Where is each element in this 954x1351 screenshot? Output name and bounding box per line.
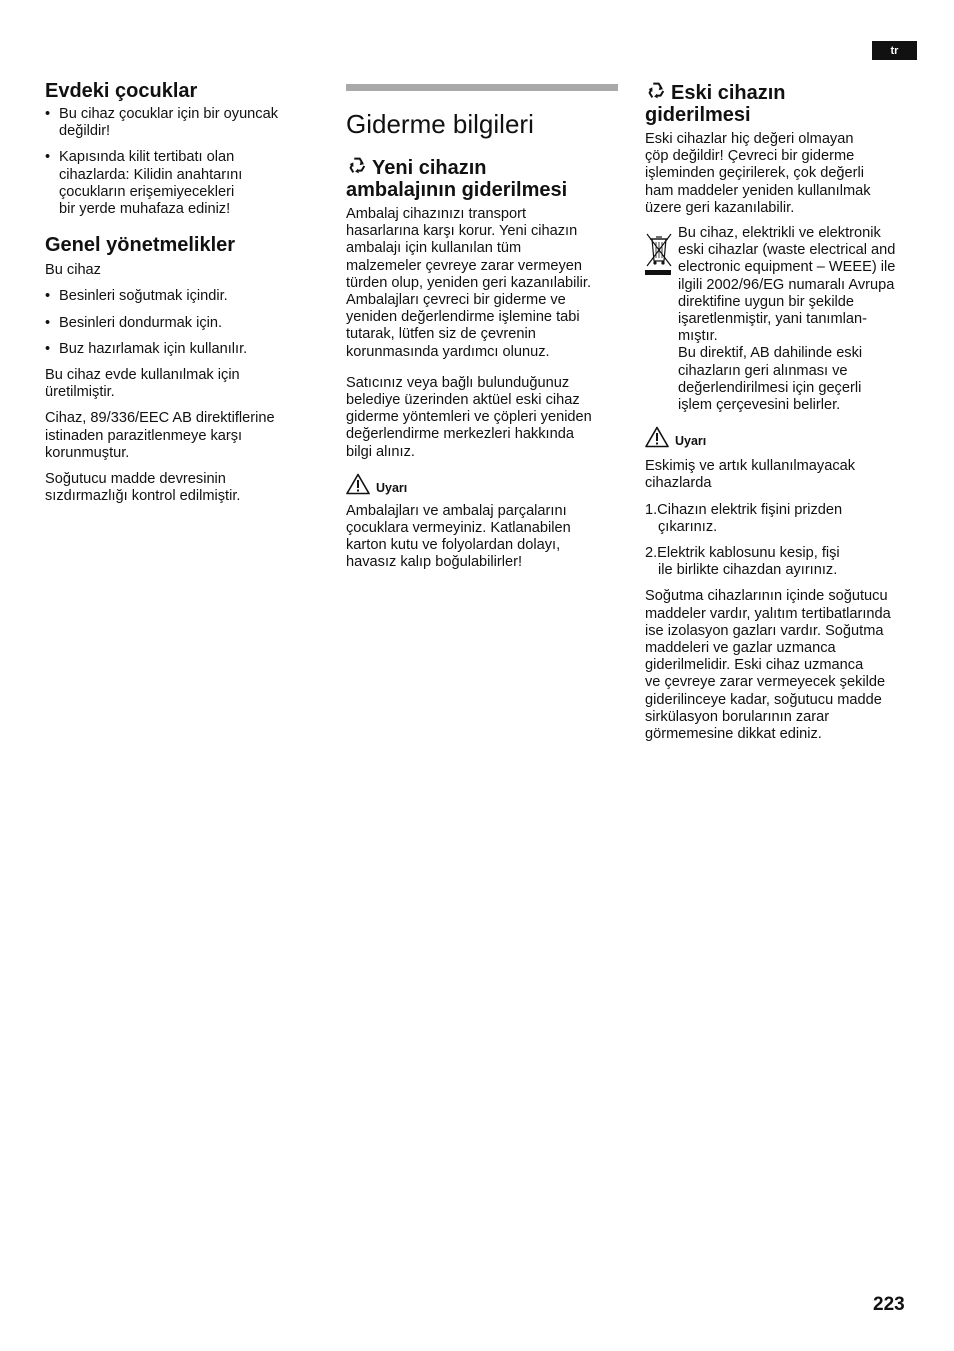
weee-section <box>645 225 920 414</box>
line: üretilmiştir. <box>45 384 115 401</box>
warning-icon <box>645 426 669 448</box>
line: türden olup, yeniden geri kazanılabilir. <box>346 274 592 291</box>
line: Bu cihaz çocuklar için bir oyuncak <box>59 106 279 122</box>
line: Bu direktif, AB dahilinde eski <box>678 345 863 362</box>
list-item <box>45 106 305 140</box>
line: işaretlenmiştir, yani tanımlan- <box>678 311 867 328</box>
warning-label: Uyarı <box>675 434 707 449</box>
line: eski cihazlar (waste electrical and <box>678 242 896 259</box>
line: direktifine uygun bir şekilde <box>678 293 855 310</box>
line: Ambalajları çevreci bir giderme ve <box>346 292 566 309</box>
line: cihazlarda <box>645 475 712 492</box>
line: ham maddeler yeniden kullanılmak <box>645 182 871 199</box>
warning-label: Uyarı <box>376 480 408 495</box>
line: işleminden geçirilerek, çok değerli <box>645 165 865 182</box>
warning-intro <box>645 458 920 492</box>
line: bir yerde muhafaza ediniz! <box>59 201 231 218</box>
warning-header <box>645 426 920 448</box>
line: çocukların erişemiyecekleri <box>59 183 235 200</box>
paragraph <box>45 367 305 401</box>
line: belediye üzerinden aktüel eski cihaz <box>346 392 580 409</box>
line: çıkarınız. <box>658 518 718 535</box>
heading-line: giderilmesi <box>645 104 751 126</box>
line: ve çevreye zarar vermeyecek şekilde <box>645 674 886 691</box>
line: giderilmelidir. Eski cihaz uzmanca <box>645 657 864 674</box>
column-left <box>45 80 305 514</box>
line: Soğutucu madde devresinin <box>45 471 226 488</box>
page-title: Giderme bilgileri <box>346 109 534 139</box>
line: hasarlarına karşı korur. Yeni cihazın <box>346 223 578 240</box>
heading-line: ambalajının giderilmesi <box>346 179 568 201</box>
line: korunmasında yardımcı olunuz. <box>346 343 550 360</box>
warning-header <box>346 473 618 495</box>
line: Bu cihaz, elektrikli ve elektronik <box>678 225 881 242</box>
usage-bullets <box>45 288 305 358</box>
line: Eski cihazlar hiç değeri olmayan <box>645 131 854 147</box>
line: Soğutma cihazlarının içinde soğutucu <box>645 588 888 605</box>
line: cihazlarda: Kilidin anahtarını <box>59 166 243 183</box>
line: Ambalaj cihazınızı transport <box>346 206 527 222</box>
warning-icon <box>346 473 370 495</box>
heading-line: Yeni cihazın <box>372 157 487 179</box>
line: ise izolasyon gazları vardır. Soğutma <box>645 622 884 639</box>
list-item: • Besinleri soğutmak içindir. <box>45 288 305 305</box>
recycle-icon <box>346 155 368 177</box>
heading-new-packaging <box>346 155 618 201</box>
paragraph <box>645 588 920 743</box>
line: ilgili 2002/96/EG numaralı Avrupa <box>678 276 895 293</box>
line: çöp değildir! Çevreci bir giderme <box>645 148 855 165</box>
line: giderilinceye kadar, soğutucu madde <box>645 691 882 708</box>
children-bullets <box>45 106 305 218</box>
line: Eskimiş ve artık kullanılmayacak <box>645 458 856 475</box>
warning-text <box>346 503 618 572</box>
line: değerlendirme merkezleri hakkında <box>346 426 574 443</box>
paragraph <box>346 375 618 461</box>
line: sirkülasyon borularının zarar <box>645 708 830 725</box>
line: bilgi alınız. <box>346 443 415 460</box>
line: değerlendirilmesi için geçerli <box>678 379 862 396</box>
line: korunmuştur. <box>45 444 130 461</box>
list-item <box>45 149 305 218</box>
line: malzemeler çevreye zarar vermeyen <box>346 257 583 274</box>
paragraph <box>645 131 920 217</box>
crossed-bin-icon <box>645 231 673 277</box>
intro-text: Bu cihaz <box>45 262 101 279</box>
list-item: • Besinleri dondurmak için. <box>45 315 305 332</box>
heading-old-appliance <box>645 80 920 126</box>
line: cihazların geri alınması ve <box>678 362 848 379</box>
line: maddeleri ve gazlar uzmanca <box>645 640 836 657</box>
column-middle <box>346 155 618 581</box>
heading-children: Evdeki çocuklar <box>45 80 198 102</box>
line: maddeler vardır, yalıtım tertibatlarında <box>645 605 891 622</box>
paragraph <box>45 410 305 462</box>
language-tab <box>872 41 917 60</box>
line: yeniden değerlendirme işlemine tabi <box>346 309 580 326</box>
recycle-icon <box>645 80 667 102</box>
line: sızdırmazlığı kontrol edilmiştir. <box>45 488 241 505</box>
line: işlem çerçevesini belirler. <box>678 397 841 414</box>
line: electronic equipment – WEEE) ile <box>678 259 896 276</box>
line: Ambalajları ve ambalaj parçalarını <box>346 502 567 519</box>
line: istinaden parazitlenmeye karşı <box>45 427 243 444</box>
step-item <box>645 502 920 536</box>
line: görmemesine dikkat ediniz. <box>645 726 822 743</box>
list-item: • Buz hazırlamak için kullanılır. <box>45 341 305 358</box>
page-number: 223 <box>873 1294 905 1315</box>
line: ambalajı için kullanılan tüm <box>346 240 522 257</box>
language-code: tr <box>890 44 899 57</box>
line: çocuklara vermeyiniz. Katlanabilen <box>346 520 571 537</box>
line: değildir! <box>59 123 111 140</box>
line: Cihaz, 89/336/EEC AB direktiflerine <box>45 410 275 427</box>
weee-bin-icon <box>645 231 678 414</box>
line: ile birlikte cihazdan ayırınız. <box>658 562 838 579</box>
paragraph <box>346 206 618 361</box>
paragraph <box>45 471 305 505</box>
column-right <box>645 80 920 752</box>
weee-text <box>678 225 895 414</box>
line: Kapısında kilit tertibatı olan <box>59 149 235 166</box>
line: Satıcınız veya bağlı bulunduğunuz <box>346 374 570 391</box>
line: tutarak, lütfen siz de çevrenin <box>346 326 536 343</box>
line: giderme yöntemleri ve çöpleri yeniden <box>346 409 592 426</box>
line: 2.Elektrik kablosunu kesip, fişi <box>645 545 840 562</box>
section-rule <box>346 84 618 91</box>
heading-line: Eski cihazın <box>671 82 786 104</box>
line: üzere geri kazanılabilir. <box>645 199 795 216</box>
line: 1.Cihazın elektrik fişini prizden <box>645 501 843 518</box>
line: mıştır. <box>678 328 718 345</box>
heading-general-regulations: Genel yönetmelikler <box>45 234 236 257</box>
line: Bu cihaz evde kullanılmak için <box>45 367 240 384</box>
line: havasız kalıp boğulabilirler! <box>346 554 523 571</box>
line: karton kutu ve folyolardan dolayı, <box>346 537 561 554</box>
step-item <box>645 545 920 579</box>
